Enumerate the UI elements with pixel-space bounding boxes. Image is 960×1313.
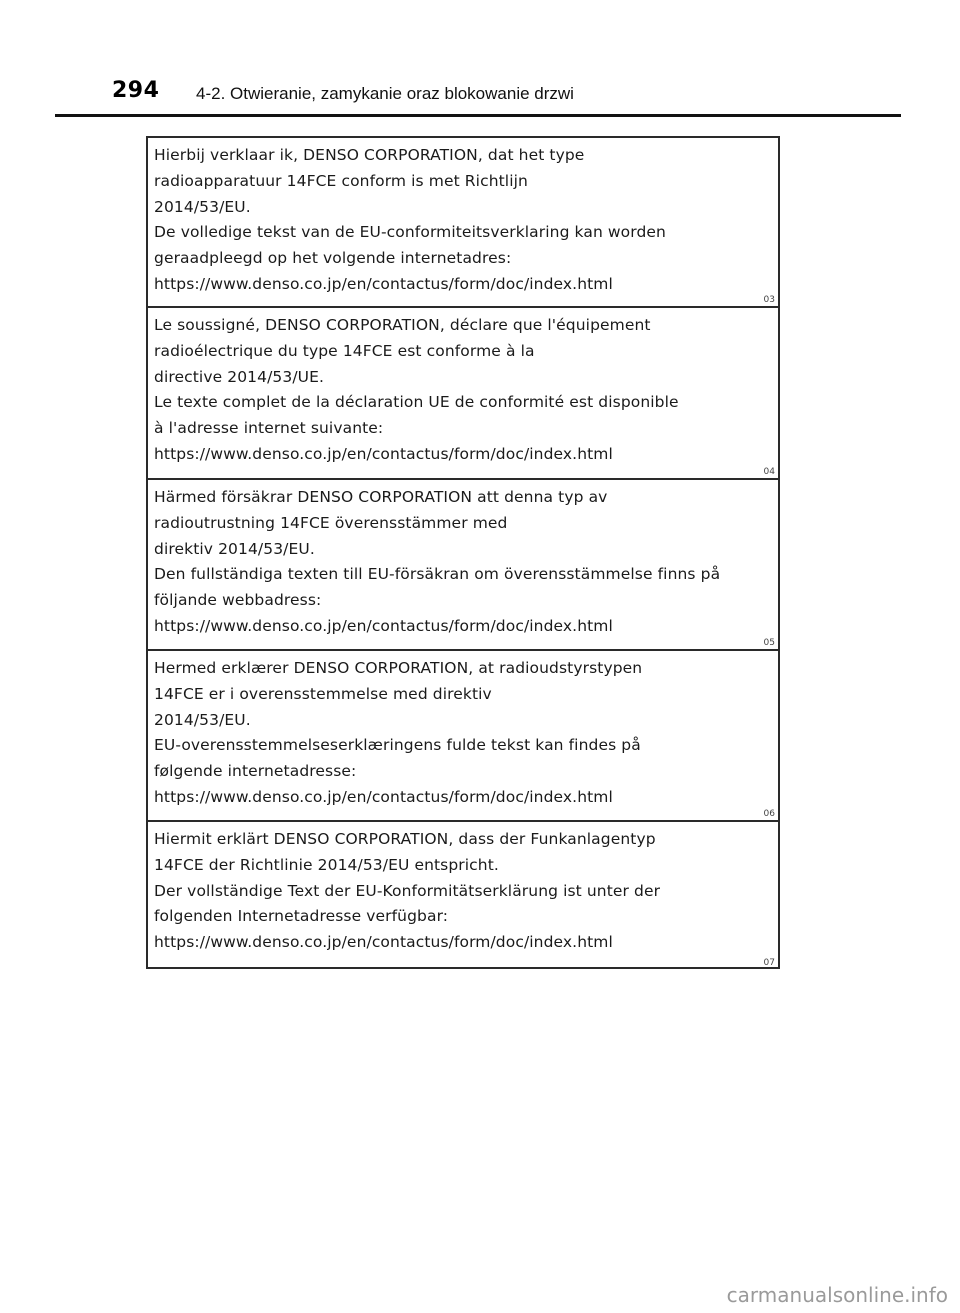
declaration-line: à l'adresse internet suivante:: [154, 419, 384, 438]
declaration-line: geraadpleegd op het volgende internetadres:: [154, 249, 512, 268]
declaration-document: [146, 136, 780, 969]
declaration-line: Der vollständige Text der EU-Konformitätserklärung ist unter der: [154, 881, 661, 900]
page-number: 294: [112, 78, 160, 103]
declaration-box-dutch: [148, 138, 778, 308]
box-code: 05: [763, 638, 775, 648]
declaration-line: följande webbadress:: [154, 591, 322, 610]
declaration-line: radioélectrique du type 14FCE est conforme à la: [154, 341, 535, 360]
box-code: 07: [763, 958, 775, 968]
declaration-line: Härmed försäkrar DENSO CORPORATION att denna typ av: [154, 488, 608, 506]
declaration-line: 14FCE er i overensstemmelse med direktiv: [154, 684, 492, 703]
header-divider: [55, 114, 901, 117]
box-code: 03: [763, 295, 775, 305]
declaration-line: Hermed erklærer DENSO CORPORATION, at radioudstyrstypen: [154, 659, 643, 677]
section-title: 4-2. Otwieranie, zamykanie oraz blokowanie drzwi: [196, 84, 574, 103]
declaration-line: 2014/53/EU.: [154, 710, 251, 729]
declaration-box-danish: [148, 651, 778, 822]
box-code: 06: [763, 809, 775, 819]
declaration-url: https://www.denso.co.jp/en/contactus/form/doc/index.html: [154, 274, 613, 293]
declaration-line: 2014/53/EU.: [154, 197, 251, 216]
declaration-box-french: [148, 308, 778, 480]
declaration-url: https://www.denso.co.jp/en/contactus/form/doc/index.html: [154, 616, 613, 635]
declaration-line: Hiermit erklärt DENSO CORPORATION, dass der Funkanlagentyp: [154, 830, 656, 848]
declaration-line: Den fullständiga texten till EU-försäkran om överensstämmelse finns på: [154, 565, 721, 584]
declaration-box-swedish: [148, 480, 778, 651]
declaration-line: 14FCE der Richtlinie 2014/53/EU entspricht.: [154, 855, 499, 874]
box-code: 04: [763, 467, 775, 477]
declaration-line: directive 2014/53/UE.: [154, 367, 325, 386]
declaration-line: radioapparatuur 14FCE conform is met Richtlijn: [154, 171, 528, 190]
declaration-line: folgenden Internetadresse verfügbar:: [154, 907, 449, 926]
declaration-line: EU-overensstemmelseserklæringens fulde tekst kan findes på: [154, 736, 641, 755]
declaration-url: https://www.denso.co.jp/en/contactus/form/doc/index.html: [154, 444, 613, 463]
page-header: [0, 0, 960, 120]
declaration-line: Le soussigné, DENSO CORPORATION, déclare que l'équipement: [154, 316, 651, 334]
declaration-line: direktiv 2014/53/EU.: [154, 539, 315, 558]
declaration-line: følgende internetadresse:: [154, 762, 357, 781]
declaration-url: https://www.denso.co.jp/en/contactus/form/doc/index.html: [154, 933, 613, 952]
declaration-box-german: [148, 822, 778, 969]
declaration-url: https://www.denso.co.jp/en/contactus/form/doc/index.html: [154, 787, 613, 806]
declaration-line: radioutrustning 14FCE överensstämmer med: [154, 513, 508, 532]
site-watermark: carmanualsonline.info: [726, 1283, 948, 1307]
declaration-line: De volledige tekst van de EU-conformiteitsverklaring kan worden: [154, 223, 666, 242]
declaration-line: Hierbij verklaar ik, DENSO CORPORATION, dat het type: [154, 146, 585, 164]
declaration-line: Le texte complet de la déclaration UE de conformité est disponible: [154, 393, 679, 412]
